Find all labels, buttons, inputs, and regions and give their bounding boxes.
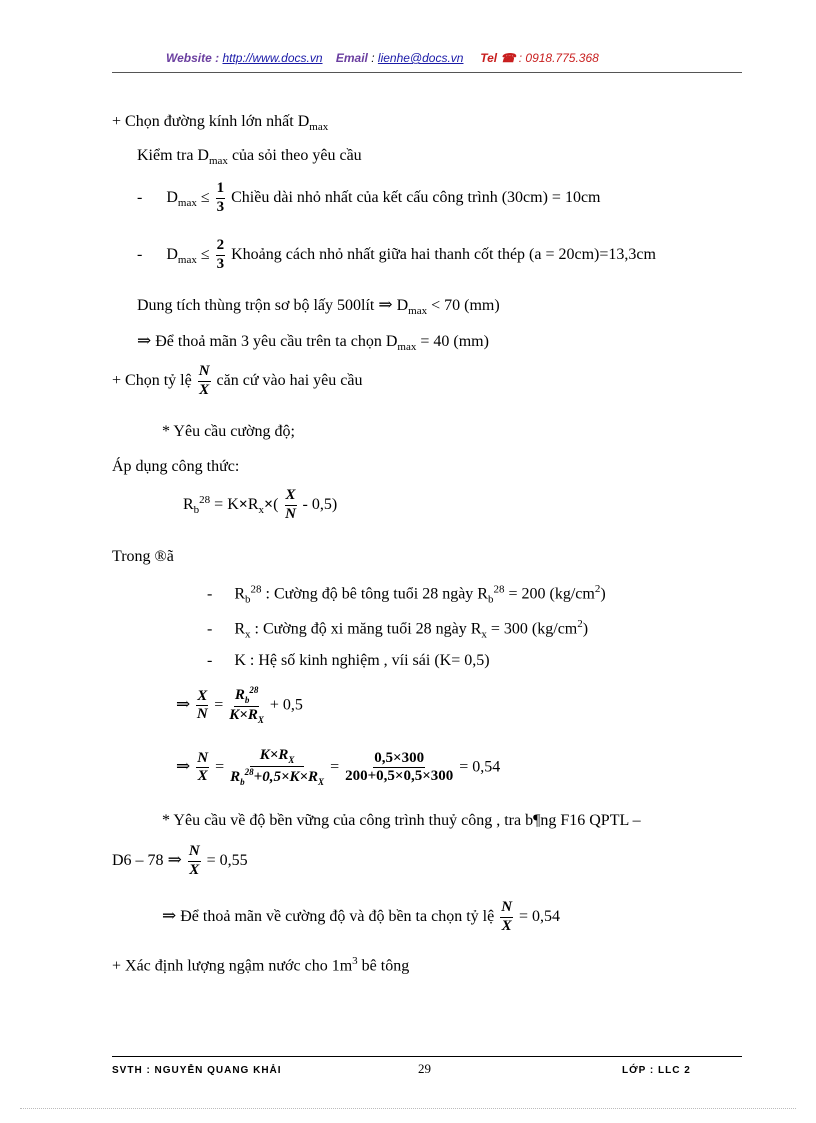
fraction-rb28-over-krx: $\frac{R_b^{28}}{K\times R_X}$ xyxy=(229,685,264,726)
website-label: Website : xyxy=(166,51,223,65)
line-mixer-capacity: Dung tích thùng trộn sơ bộ lấy 500lít ⇒ $D_{max} < 70$ (mm) xyxy=(137,295,500,318)
footer-rule xyxy=(112,1056,742,1057)
line-apply-formula: Áp dụng công thức: xyxy=(112,458,240,475)
line-dmax-cond2: - $D_{max}$ ≤ $\frac{2}{3}$ Khoảng cách nhỏ nhất giữa hai thanh cốt thép (a = 20cm)=13,3cm xyxy=(137,237,656,272)
page-header xyxy=(166,52,599,64)
list-dash: - xyxy=(207,652,213,669)
tel-label: Tel xyxy=(480,51,498,65)
line-choose-dmax: + Chọn đường kính lớn nhất $D_{max}$ xyxy=(112,113,329,134)
page-number: 29 xyxy=(418,1061,431,1076)
formula-rb28: $R_b^{28} = K\times R_x\times$( $\frac{X}{N}$ - 0,5) xyxy=(183,487,338,522)
formula-x-over-n: ⇒ $\frac{X}{N}$ = $\frac{R_b^{28}}{K\times R_X}$ + 0,5 xyxy=(176,685,303,726)
list-dash: - xyxy=(137,188,143,206)
page-bottom-dotted-line xyxy=(20,1108,796,1109)
implies-arrow-icon: ⇒ xyxy=(162,905,177,925)
line-d6-78: D6 – 78 ⇒ $\frac{N}{X}$ = 0,55 xyxy=(112,843,248,878)
fraction-krx-general: $\frac{K\times R_X}{R_b^{28}+0,5\times K\times R_X}$ xyxy=(230,747,325,788)
line-def-rx: - $R_x$ : Cường độ xi măng tuổi 28 ngày $R_x = 300$ $(kg/cm^2)$ xyxy=(207,618,589,641)
implies-arrow-icon: ⇒ xyxy=(378,295,393,314)
list-dash: - xyxy=(137,245,143,263)
fraction-x-over-n: $\frac{X}{N}$ xyxy=(285,487,296,522)
email-separator: : xyxy=(371,51,378,65)
fraction-numeric: $\frac{0,5\times 300}{200+0,5\times 0,5\times 300}$ xyxy=(345,749,454,785)
line-check-dmax: Kiểm tra $D_{max}$ của sỏi theo yêu cầu xyxy=(137,147,362,168)
line-choose-ratio: + Chọn tỷ lệ $\frac{N}{X}$ căn cứ vào hai yêu cầu xyxy=(112,363,363,398)
line-where: Trong ®ã xyxy=(112,548,174,565)
phone-icon: ☎ xyxy=(500,51,516,65)
implies-arrow-icon: ⇒ xyxy=(167,849,182,869)
header-rule xyxy=(112,72,742,73)
line-choose-ratio-054: ⇒ Để thoả mãn về cường độ và độ bền ta chọn tỷ lệ $\frac{N}{X}$ = 0,54 xyxy=(162,899,561,934)
website-link[interactable]: http://www.docs.vn xyxy=(222,51,323,65)
footer-student: SVTH : NGUYỄN QUANG KHẢI xyxy=(112,1065,282,1076)
line-choose-dmax-40: ⇒ Để thoả mãn 3 yêu cầu trên ta chọn $D_{max} = 40$ (mm) xyxy=(137,331,489,354)
line-dmax-cond1: - $D_{max}$ ≤ $\frac{1}{3}$ Chiều dài nhỏ nhất của kết cấu công trình (30cm) = 10cm xyxy=(137,180,601,215)
email-label: Email xyxy=(335,51,368,65)
implies-arrow-icon: ⇒ xyxy=(176,694,191,714)
tel-value: : 0918.775.368 xyxy=(518,51,599,65)
fraction-two-thirds: $\frac{2}{3}$ xyxy=(216,237,225,272)
list-dash: - xyxy=(207,585,213,603)
line-water-amount: + Xác định lượng ngậm nước cho $1m^3$ bê tông xyxy=(112,955,410,975)
footer-class: LỚP : LLC 2 xyxy=(622,1065,691,1076)
line-strength-req: * Yêu cầu cường độ; xyxy=(162,423,295,440)
fraction-n-over-x: $\frac{N}{X}$ xyxy=(198,363,210,398)
line-def-k: - K : Hệ số kinh nghiệm , víi sái (K= 0,5) xyxy=(207,652,490,669)
fraction-one-third: $\frac{1}{3}$ xyxy=(216,180,225,215)
line-def-rb28: - $R_b^{28}$ : Cường độ bê tông tuổi 28 ngày $R_b^{28} = 200$ $(kg/cm^2)$ xyxy=(207,583,606,606)
line-durability-req: * Yêu cầu về độ bền vững của công trình thuỷ công , tra b¶ng F16 QPTL – xyxy=(162,812,641,829)
email-link[interactable]: lienhe@docs.vn xyxy=(377,51,464,65)
formula-n-over-x: ⇒ $\frac{N}{X}$ = $\frac{K\times R_X}{R_b^{28}+0,5\times K\times R_X}$ = $\frac{0,5\times 300}{200+0,5\times 0,5\times 300}$ = 0,54 xyxy=(176,747,501,788)
implies-arrow-icon: ⇒ xyxy=(137,331,152,350)
implies-arrow-icon: ⇒ xyxy=(176,756,191,776)
list-dash: - xyxy=(207,620,213,638)
